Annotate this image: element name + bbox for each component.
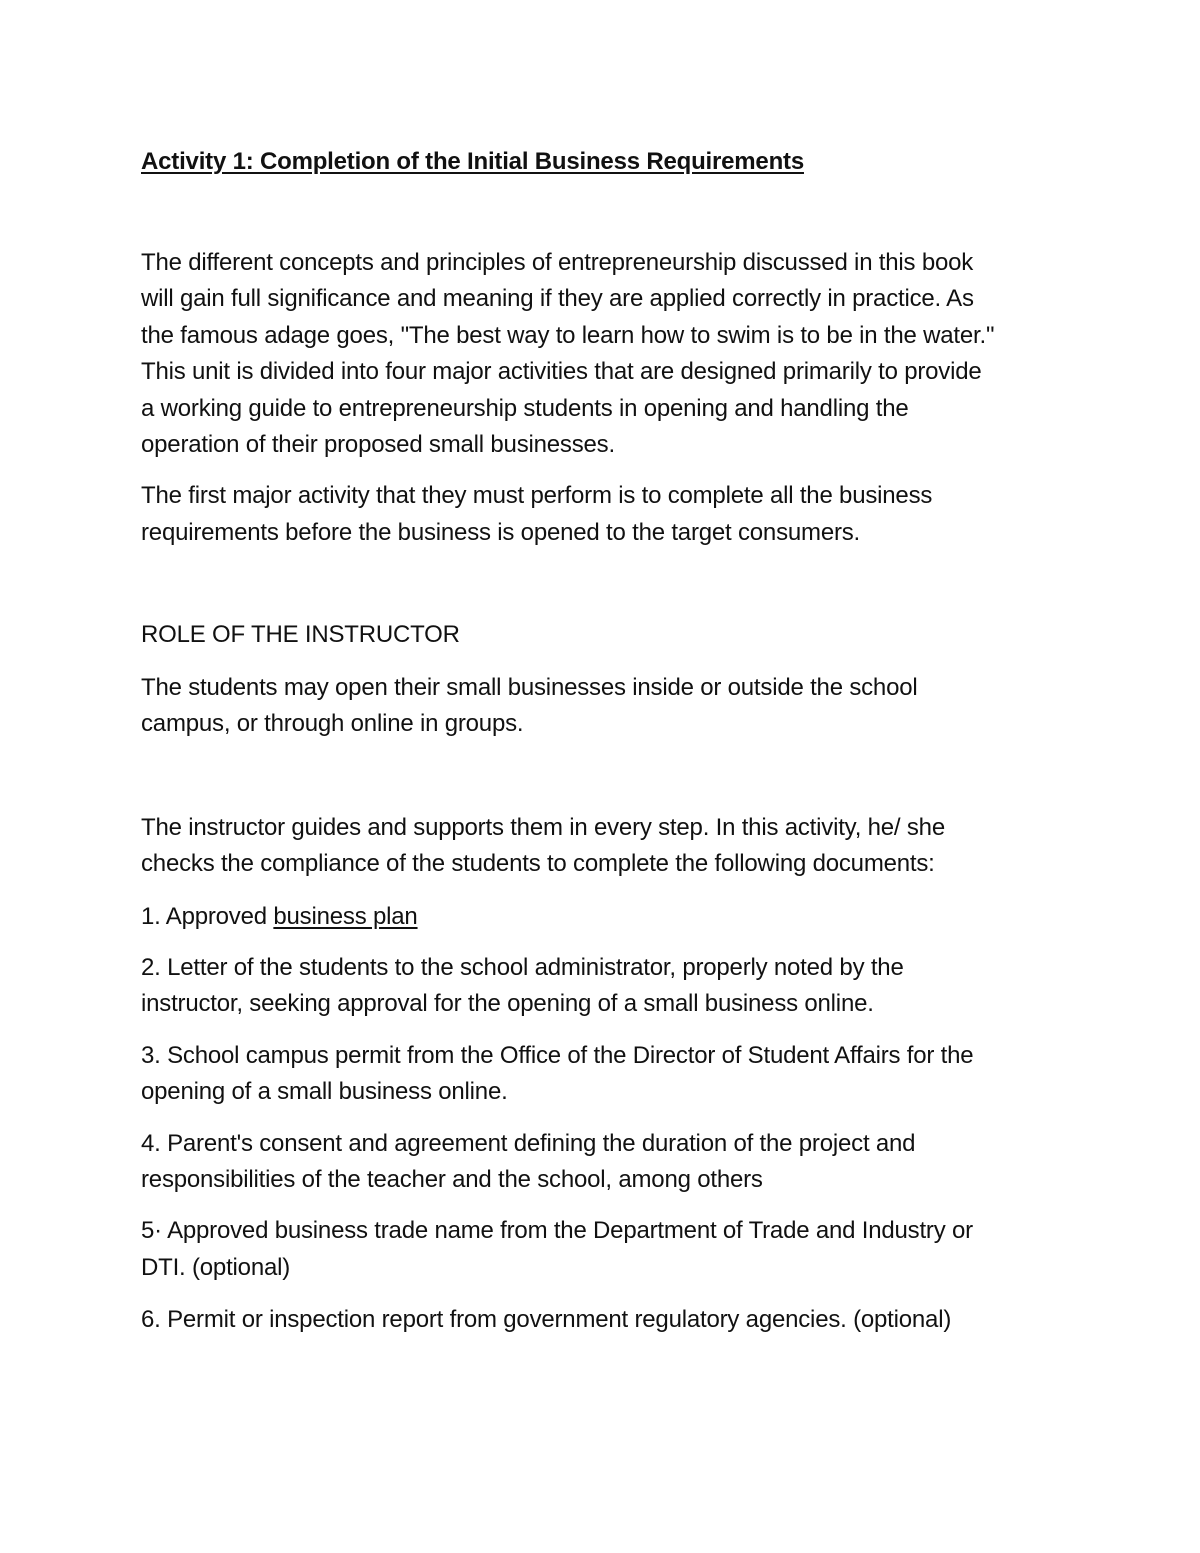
instructor-line: checks the compliance of the students to complete the following documents: [141, 850, 935, 877]
business-plan-link[interactable]: business plan [273, 903, 418, 930]
list-item-2: instructor, seeking approval for the opening of a small business online. [141, 990, 874, 1017]
students-line: campus, or through online in groups. [141, 710, 524, 737]
list-item-3: 3. School campus permit from the Office of the Director of Student Affairs for the [141, 1042, 974, 1069]
students-line: The students may open their small businesses inside or outside the school [141, 674, 918, 701]
list-item-6: 6. Permit or inspection report from government regulatory agencies. (optional) [141, 1306, 952, 1333]
section-heading: ROLE OF THE INSTRUCTOR [141, 621, 460, 648]
list-item-5: 5· Approved business trade name from the Department of Trade and Industry or [141, 1217, 973, 1244]
instructor-line: The instructor guides and supports them in every step. In this activity, he/ she [141, 814, 945, 841]
list-item-5: DTI. (optional) [141, 1254, 291, 1281]
list-item-3: opening of a small business online. [141, 1078, 508, 1105]
intro-line: will gain full significance and meaning if they are applied correctly in practice. As [141, 285, 974, 312]
list-item-4: 4. Parent's consent and agreement defining the duration of the project and [141, 1130, 916, 1157]
document-title: Activity 1: Completion of the Initial Business Requirements [141, 148, 804, 175]
list-item-4: responsibilities of the teacher and the school, among others [141, 1166, 763, 1193]
intro-line: a working guide to entrepreneurship students in opening and handling the [141, 395, 909, 422]
intro-line: the famous adage goes, "The best way to learn how to swim is to be in the water." [141, 322, 995, 349]
first-activity-line: The first major activity that they must perform is to complete all the business [141, 482, 933, 509]
list-item-1 [141, 899, 418, 935]
intro-line: operation of their proposed small businesses. [141, 431, 615, 458]
intro-line: The different concepts and principles of entrepreneurship discussed in this book [141, 249, 974, 276]
list-item-prefix: 1. Approved [141, 903, 274, 930]
first-activity-line: requirements before the business is opened to the target consumers. [141, 519, 861, 546]
intro-line: This unit is divided into four major activities that are designed primarily to provide [141, 358, 982, 385]
list-item-2: 2. Letter of the students to the school administrator, properly noted by the [141, 954, 904, 981]
